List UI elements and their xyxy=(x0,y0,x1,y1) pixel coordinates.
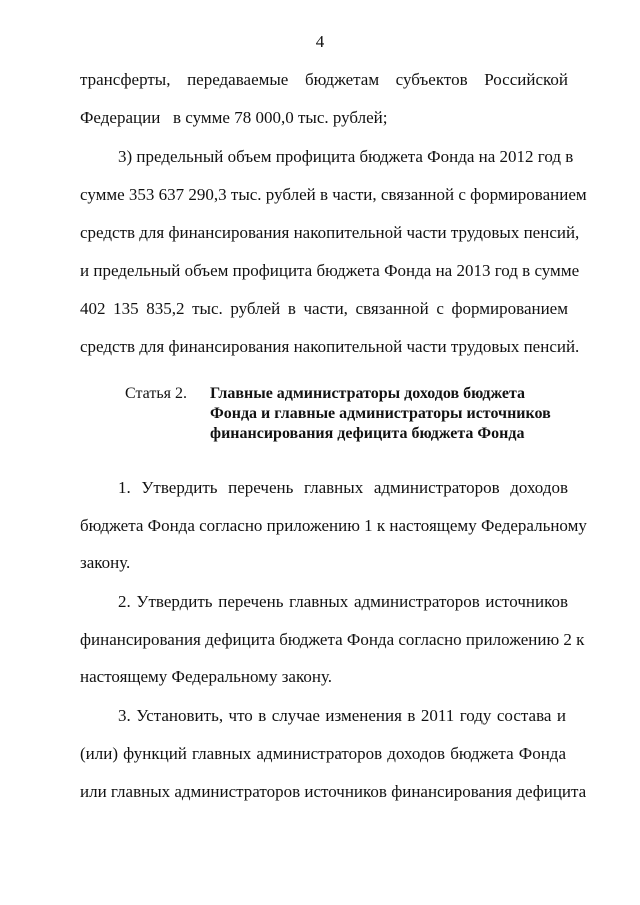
text-line: 3. Установить, что в случае изменения в 2011 году состава и xyxy=(118,706,566,725)
text-line: 2. Утвердить перечень главных администраторов источников xyxy=(118,592,568,611)
article-title-line: Главные администраторы доходов бюджета xyxy=(210,385,526,402)
article-title-line: финансирования дефицита бюджета Фонда xyxy=(210,425,525,442)
text-line: закону. xyxy=(80,553,131,572)
text-line: бюджета Фонда согласно приложению 1 к настоящему Федеральному xyxy=(80,516,587,535)
text-line: трансферты, передаваемые бюджетам субъектов Российской xyxy=(80,70,568,89)
text-line: сумме 353 637 290,3 тыс. рублей в части, связанной с формированием xyxy=(80,185,587,204)
article-title-line: Фонда и главные администраторы источников xyxy=(210,405,551,422)
page-number: 4 xyxy=(315,32,325,51)
text-line: Федерации в сумме 78 000,0 тыс. рублей; xyxy=(80,108,388,127)
text-line: (или) функций главных администраторов доходов бюджета Фонда xyxy=(80,744,566,763)
text-line: и предельный объем профицита бюджета Фонда на 2013 год в сумме xyxy=(80,261,580,280)
text-line: 402 135 835,2 тыс. рублей в части, связанной с формированием xyxy=(80,299,568,318)
text-line: настоящему Федеральному закону. xyxy=(80,667,332,686)
text-line: средств для финансирования накопительной части трудовых пенсий. xyxy=(80,337,580,356)
text-line: 3) предельный объем профицита бюджета Фонда на 2012 год в xyxy=(118,147,574,166)
text-line: 1. Утвердить перечень главных администраторов доходов xyxy=(118,478,568,497)
text-line: средств для финансирования накопительной части трудовых пенсий, xyxy=(80,223,580,242)
article-label: Статья 2. xyxy=(125,385,187,402)
text-line: или главных администраторов источников финансирования дефицита xyxy=(80,782,587,801)
text-line: финансирования дефицита бюджета Фонда согласно приложению 2 к xyxy=(80,630,585,649)
